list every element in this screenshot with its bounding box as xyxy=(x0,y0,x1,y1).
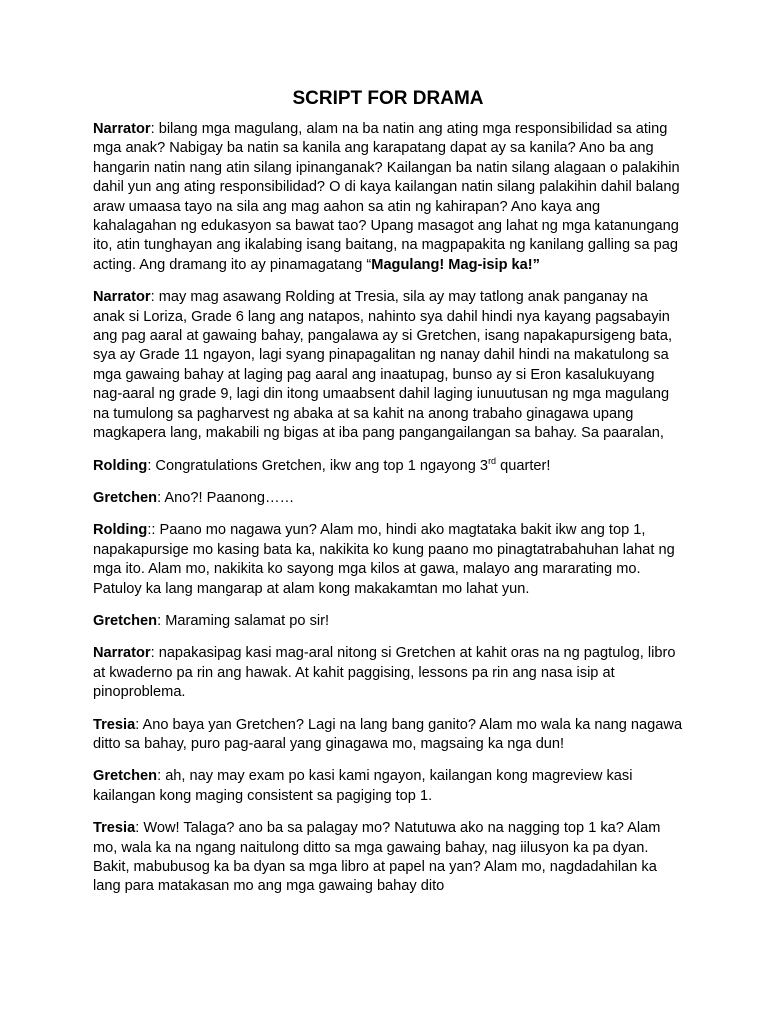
dialogue-text: Congratulations Gretchen, ikw ang top 1 ngayong 3 xyxy=(155,457,489,474)
dialogue-text: ah, nay may exam po kasi kami ngayon, kailangan kong magreview kasi kailangan kong maging consistent sa pagiging top 1. xyxy=(93,768,633,804)
speaker-separator: : xyxy=(135,820,144,837)
dialogue-text-continued: quarter! xyxy=(496,457,551,474)
drama-title-text: Magulang! Mag-isip ka!” xyxy=(371,256,540,273)
document-title: SCRIPT FOR DRAMA xyxy=(292,88,484,109)
speaker-name: Tresia xyxy=(93,716,136,733)
speaker-separator: : xyxy=(150,645,159,662)
speaker-name: Narrator xyxy=(93,645,151,662)
script-paragraph xyxy=(93,521,683,599)
dialogue-text: Paano mo nagawa yun? Alam mo, hindi ako magtataka bakit ikw ang top 1, napakapursige mo kasing bata ka, nakikita ko kung paano mo pinagtatrabahuhan lahat ng mga ito. Alam mo, nakikita ko sayong mga kilos at gawa, malayo ang mararating mo. Patuloy ka lang mangarap at alam kong makakamtan mo lahat yun. xyxy=(93,522,675,597)
speaker-separator: :: xyxy=(147,522,160,539)
document-page xyxy=(93,86,683,910)
speaker-separator: : xyxy=(135,716,143,733)
speaker-name: Narrator xyxy=(93,289,151,306)
speaker-separator: : xyxy=(150,289,159,306)
speaker-name: Gretchen xyxy=(93,768,158,785)
script-paragraph xyxy=(93,612,683,631)
speaker-separator: : xyxy=(157,489,165,506)
speaker-name: Gretchen xyxy=(93,612,158,629)
script-paragraph xyxy=(93,489,683,508)
speaker-name: Narrator xyxy=(93,121,151,137)
script-paragraph xyxy=(93,288,683,443)
script-paragraph xyxy=(93,644,683,702)
speaker-separator: : xyxy=(157,612,166,629)
speaker-separator: : xyxy=(157,768,166,785)
speaker-name: Tresia xyxy=(93,820,136,837)
speaker-name: Rolding xyxy=(93,457,148,474)
speaker-separator: : xyxy=(147,457,156,474)
script-paragraph xyxy=(93,716,683,755)
script-paragraph xyxy=(93,457,683,476)
dialogue-text: Wow! Talaga? ano ba sa palagay mo? Natutuwa ako na nagging top 1 ka? Alam mo, wala ka na ngang naitulong ditto sa mga gawaing bahay, nag iilusyon ka pa dyan. Bakit, mabubusog ka ba dyan sa mga libro at papel na yan? Alam mo, nagdadahilan ka lang para matakasan mo ang mga gawaing bahay dito xyxy=(93,820,661,895)
dialogue-text: may mag asawang Rolding at Tresia, sila ay may tatlong anak panganay na anak si Loriza, Grade 6 lang ang natapos, nahinto sya dahil hindi nya kayang pagsabayin ang pag aaral at gawaing bahay, pangalawa ay si Gretchen, isang napakapursigeng bata, sya ay Grade 11 ngayon, lagi syang pinapagalitan ng nanay dahil hindi na makatulong sa mga gawaing bahay at laging pag aaral ang inaatupag, bunso ay si Eron kasalukuyang nag-aaral ng grade 9, lagi din itong umaabsent dahil laging iunuutusan ng mga magulang na tumulong sa pagharvest ng abaka at sa kahit na anong trabaho ginagawa upang magkapera lang, makabili ng bigas at iba pang pangangailangan sa bahay. Sa paaralan, xyxy=(93,289,673,442)
ordinal-superscript: rd xyxy=(488,455,497,466)
speaker-name: Gretchen xyxy=(93,489,158,506)
speaker-separator: : xyxy=(150,121,159,137)
dialogue-text: Ano baya yan Gretchen? Lagi na lang bang ganito? Alam mo wala ka nang nagawa ditto sa bahay, puro pag-aaral yang ginagawa mo, magsaing ka nga dun! xyxy=(93,716,683,752)
dialogue-text: napakasipag kasi mag-aral nitong si Gretchen at kahit oras na ng pagtulog, libro at kwaderno pa rin ang hawak. At kahit paggising, lessons pa rin ang nasa isip at pinoproblema. xyxy=(93,645,676,701)
script-paragraph xyxy=(93,120,683,275)
speaker-name: Rolding xyxy=(93,522,148,539)
dialogue-text: Ano?! Paanong…… xyxy=(164,489,295,506)
script-paragraph xyxy=(93,819,683,897)
script-paragraph xyxy=(93,767,683,806)
dialogue-text: Maraming salamat po sir! xyxy=(165,612,330,629)
dialogue-text: bilang mga magulang, alam na ba natin ang ating mga responsibilidad sa ating mga anak? Nabigay ba natin sa kanila ang karapatang dapat ay sa kanila? Ano ba ang hangarin natin nang atin silang ipinanganak? Kailangan ba natin silang alagaan o palakihin dahil yun ang ating responsibilidad? O di kaya kailangan natin silang palakihin dahil balang araw umaasa tayo na sila ang mag aahon sa atin ng kahirapan? Ano kaya ang kahalagahan ng edukasyon sa bawat tao? Upang masagot ang lahat ng mga katanungang ito, atin tunghayan ang ikalabing isang baitang, na magpapakita ng kanilang galling sa pag acting. Ang dramang ito ay pinamagatang “ xyxy=(93,121,680,273)
